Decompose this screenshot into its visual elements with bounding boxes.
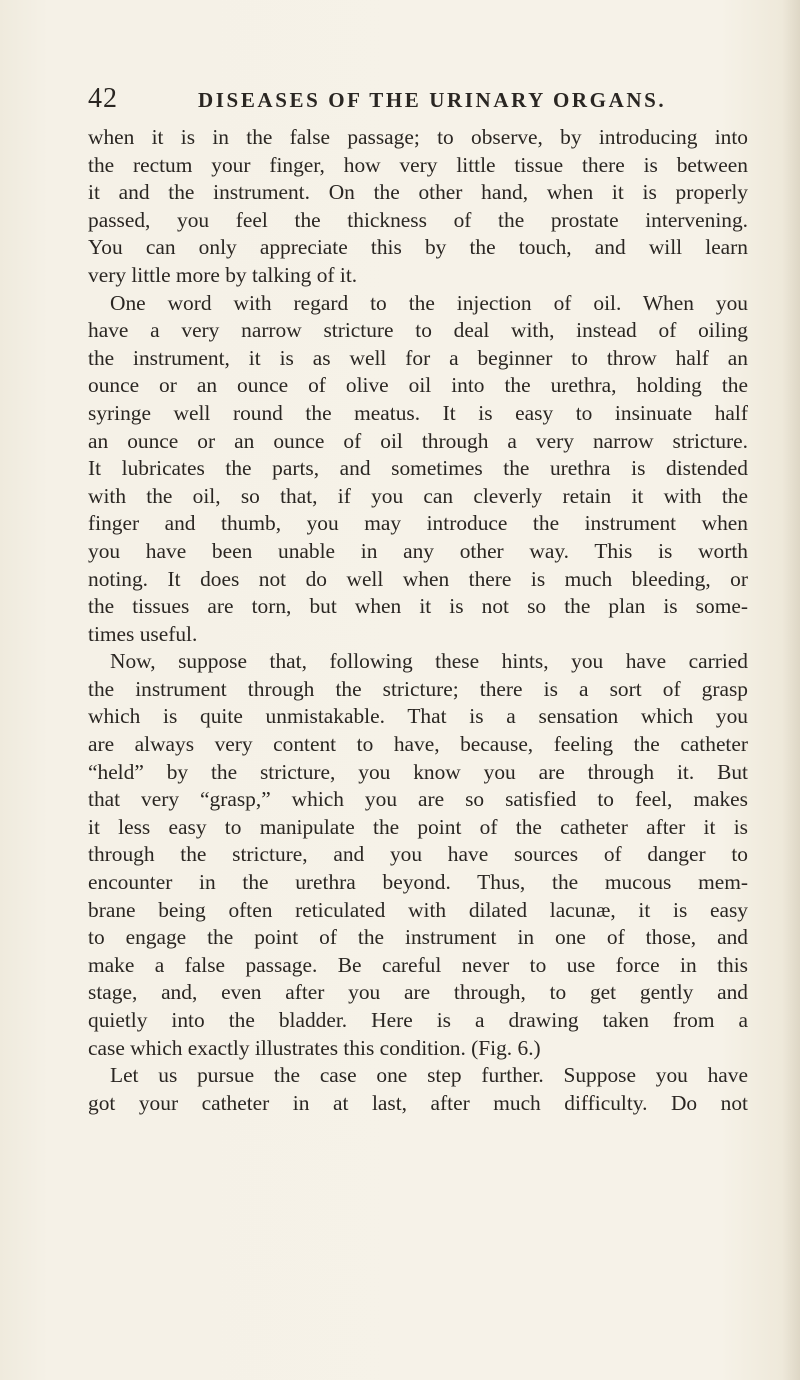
text-line: ounce or an ounce of olive oil into the urethra, holding the xyxy=(88,373,748,398)
text-line: noting. It does not do well when there is much bleeding, or xyxy=(88,566,748,591)
text-line: it and the instrument. On the other hand, when it is properly xyxy=(88,180,748,205)
text-line: very little more by talking of it. xyxy=(88,262,358,287)
text-line: encounter in the urethra beyond. Thus, the mucous mem- xyxy=(88,870,748,895)
text-line: case which exactly illustrates this condition. (Fig. 6.) xyxy=(88,1035,541,1060)
text-line: the rectum your finger, how very little tissue there is between xyxy=(88,152,748,177)
body-text xyxy=(88,124,748,1117)
text-line: times useful. xyxy=(88,621,198,646)
text-line: make a false passage. Be careful never to use force in this xyxy=(88,952,748,977)
text-line: the instrument through the stricture; there is a sort of grasp xyxy=(88,676,748,701)
text-line: stage, and, even after you are through, to get gently and xyxy=(88,980,748,1005)
text-line: through the stricture, and you have sources of danger to xyxy=(88,842,748,867)
text-line: you have been unable in any other way. This is worth xyxy=(88,538,748,563)
text-line: an ounce or an ounce of oil through a very narrow stricture. xyxy=(88,428,748,453)
text-line: finger and thumb, you may introduce the instrument when xyxy=(88,511,748,536)
text-line: got your catheter in at last, after much difficulty. Do not xyxy=(88,1090,748,1115)
text-line: when it is in the false passage; to observe, by introducing into xyxy=(88,125,748,149)
text-line: passed, you feel the thickness of the prostate intervening. xyxy=(88,207,748,232)
text-line: to engage the point of the instrument in one of those, and xyxy=(88,925,748,950)
page-edge-shadow xyxy=(782,0,800,1380)
text-line: the tissues are torn, but when it is not so the plan is some- xyxy=(88,594,748,619)
text-line: it less easy to manipulate the point of the catheter after it is xyxy=(88,814,748,839)
text-line: which is quite unmistakable. That is a sensation which you xyxy=(88,704,748,729)
text-line: that very “grasp,” which you are so satisfied to feel, makes xyxy=(88,787,748,812)
page-number: 42 xyxy=(88,83,118,114)
text-line: It lubricates the parts, and sometimes the urethra is distended xyxy=(88,456,748,481)
text-line: with the oil, so that, if you can cleverly retain it with the xyxy=(88,483,748,508)
text-line: You can only appreciate this by the touch, and will learn xyxy=(88,235,748,260)
running-title: DISEASES OF THE URINARY ORGANS. xyxy=(198,88,667,112)
text-line: “held” by the stricture, you know you are through it. But xyxy=(88,759,748,784)
text-line: Now, suppose that, following these hints, you have carried xyxy=(110,649,748,674)
text-line: brane being often reticulated with dilated lacunæ, it is easy xyxy=(88,897,748,922)
text-line: quietly into the bladder. Here is a drawing taken from a xyxy=(88,1008,748,1032)
text-line: Let us pursue the case one step further. Suppose you have xyxy=(110,1063,748,1088)
text-line: are always very content to have, because, feeling the catheter xyxy=(88,732,748,757)
text-line: the instrument, it is as well for a beginner to throw half an xyxy=(88,345,748,370)
text-line: One word with regard to the injection of oil. When you xyxy=(110,290,748,315)
text-line: syringe well round the meatus. It is easy to insinuate half xyxy=(88,400,748,425)
text-line: have a very narrow stricture to deal with, instead of oiling xyxy=(88,318,748,343)
running-head xyxy=(88,84,748,114)
